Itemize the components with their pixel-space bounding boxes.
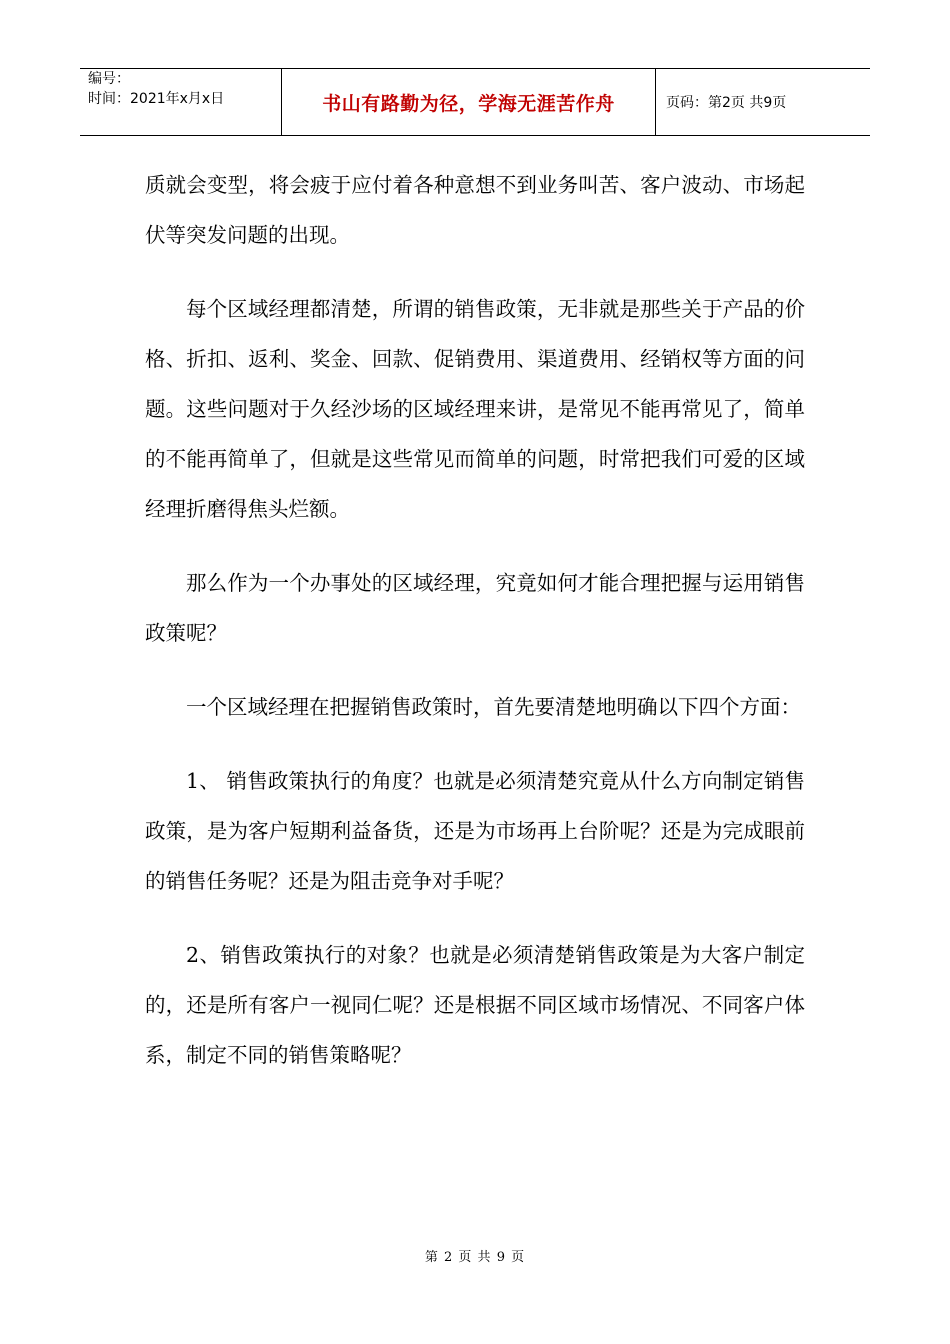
header-page-cell [656, 69, 870, 135]
body-paragraph: 一个区域经理在把握销售政策时，首先要清楚地明确以下四个方面： [186, 695, 801, 719]
numbered-paragraph-2: 2、销售政策执行的对象？也就是必须清楚销售政策是为大客户制定的，还是所有客户一视同仁呢？还是根据不同区域市场情况、不同客户体系，制定不同的销售策略呢？ [145, 943, 805, 1067]
document-id-label: 编号： [88, 71, 130, 87]
document-body [145, 160, 805, 1104]
numbered-paragraph-1: 1、 销售政策执行的角度？也就是必须清楚究竟从什么方向制定销售政策，是为客户短期利益备货，还是为市场再上台阶呢？还是为完成眼前的销售任务呢？还是为阻击竞争对手呢？ [145, 769, 805, 893]
page-footer: 第 2 页 共 9 页 [424, 1250, 526, 1265]
header-motto: 书山有路勤为径，学海无涯苦作舟 [322, 92, 615, 115]
header-page-info: 页码：第2页 共9页 [666, 95, 787, 111]
body-paragraph: 质就会变型，将会疲于应付着各种意想不到业务叫苦、客户波动、市场起伏等突发问题的出现。 [145, 173, 805, 247]
header-meta-cell [80, 69, 282, 135]
body-paragraph: 那么作为一个办事处的区域经理，究竟如何才能合理把握与运用销售政策呢？ [145, 571, 805, 645]
body-paragraph: 每个区域经理都清楚，所谓的销售政策，无非就是那些关于产品的价格、折扣、返利、奖金、回款、促销费用、渠道费用、经销权等方面的问题。这些问题对于久经沙场的区域经理来讲，是常见不能再常见了，简单的不能再简单了，但就是这些常见而简单的问题，时常把我们可爱的区域经理折磨得焦头烂额。 [145, 297, 805, 521]
header-motto-cell [282, 69, 656, 135]
document-header [80, 68, 870, 136]
document-date-label: 时间：2021年x月x日 [88, 91, 225, 107]
